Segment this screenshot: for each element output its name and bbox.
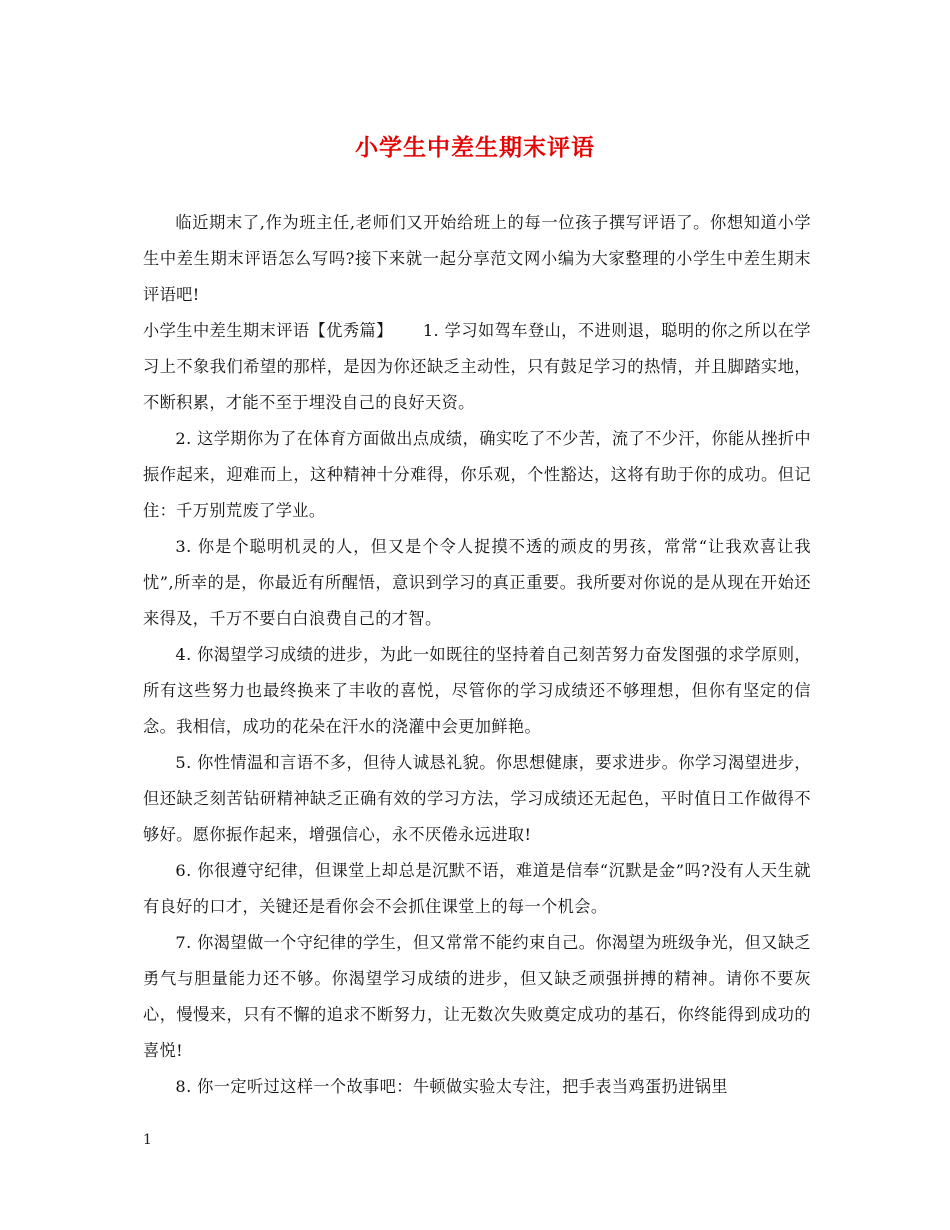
comment-item-1: 1. 学习如驾车登山，不进则退，聪明的你之所以在学习上不象我们希望的那样，是因为你还缺乏主动性，只有鼓足学习的热情，并且脚踏实地，不断积累，才能不至于埋没自己的良好天资。 <box>143 321 811 412</box>
document-body <box>143 205 811 1105</box>
page-number: 1 <box>143 1132 152 1148</box>
comment-item-4: 4. 你渴望学习成绩的进步，为此一如既往的坚持着自己刻苦努力奋发图强的求学原则，所有这些努力也最终换来了丰收的喜悦，尽管你的学习成绩还不够理想，但你有坚定的信念。我相信，成功的花朵在汗水的浇灌中会更加鲜艳。 <box>143 645 811 736</box>
section-paragraph-1 <box>143 313 811 421</box>
comment-item-2: 2. 这学期你为了在体育方面做出点成绩，确实吃了不少苦，流了不少汗，你能从挫折中振作起来，迎难而上，这种精神十分难得，你乐观，个性豁达，这将有助于你的成功。但记住：千万别荒废了学业。 <box>143 429 811 520</box>
comment-item-7: 7. 你渴望做一个守纪律的学生，但又常常不能约束自己。你渴望为班级争光，但又缺乏勇气与胆量能力还不够。你渴望学习成绩的进步，但又缺乏顽强拼搏的精神。请你不要灰心，慢慢来，只有不懈的追求不断努力，让无数次失败奠定成功的基石，你终能得到成功的喜悦! <box>143 933 811 1060</box>
document-title: 小学生中差生期末评语 <box>355 134 595 161</box>
comment-item-3: 3. 你是个聪明机灵的人，但又是个令人捉摸不透的顽皮的男孩，常常“让我欢喜让我忧”,所幸的是，你最近有所醒悟，意识到学习的真正重要。我所要对你说的是从现在开始还来得及，千万不要白白浪费自己的才智。 <box>143 537 811 628</box>
comment-item-8: 8. 你一定听过这样一个故事吧：牛顿做实验太专注，把手表当鸡蛋扔进锅里 <box>175 1077 728 1096</box>
comment-item-5: 5. 你性情温和言语不多，但待人诚恳礼貌。你思想健康，要求进步。你学习渴望进步，但还缺乏刻苦钻研精神缺乏正确有效的学习方法，学习成绩还无起色，平时值日工作做得不够好。愿你振作起来，增强信心，永不厌倦永远进取! <box>143 753 811 844</box>
comment-item-6: 6. 你很遵守纪律，但课堂上却总是沉默不语，难道是信奉“沉默是金”吗?没有人天生就有良好的口才，关键还是看你会不会抓住课堂上的每一个机会。 <box>143 861 811 916</box>
intro-paragraph: 临近期末了,作为班主任,老师们又开始给班上的每一位孩子撰写评语了。你想知道小学生中差生期末评语怎么写吗?接下来就一起分享范文网小编为大家整理的小学生中差生期末评语吧! <box>143 213 811 304</box>
section-heading: 小学生中差生期末评语【优秀篇】 <box>143 321 393 340</box>
